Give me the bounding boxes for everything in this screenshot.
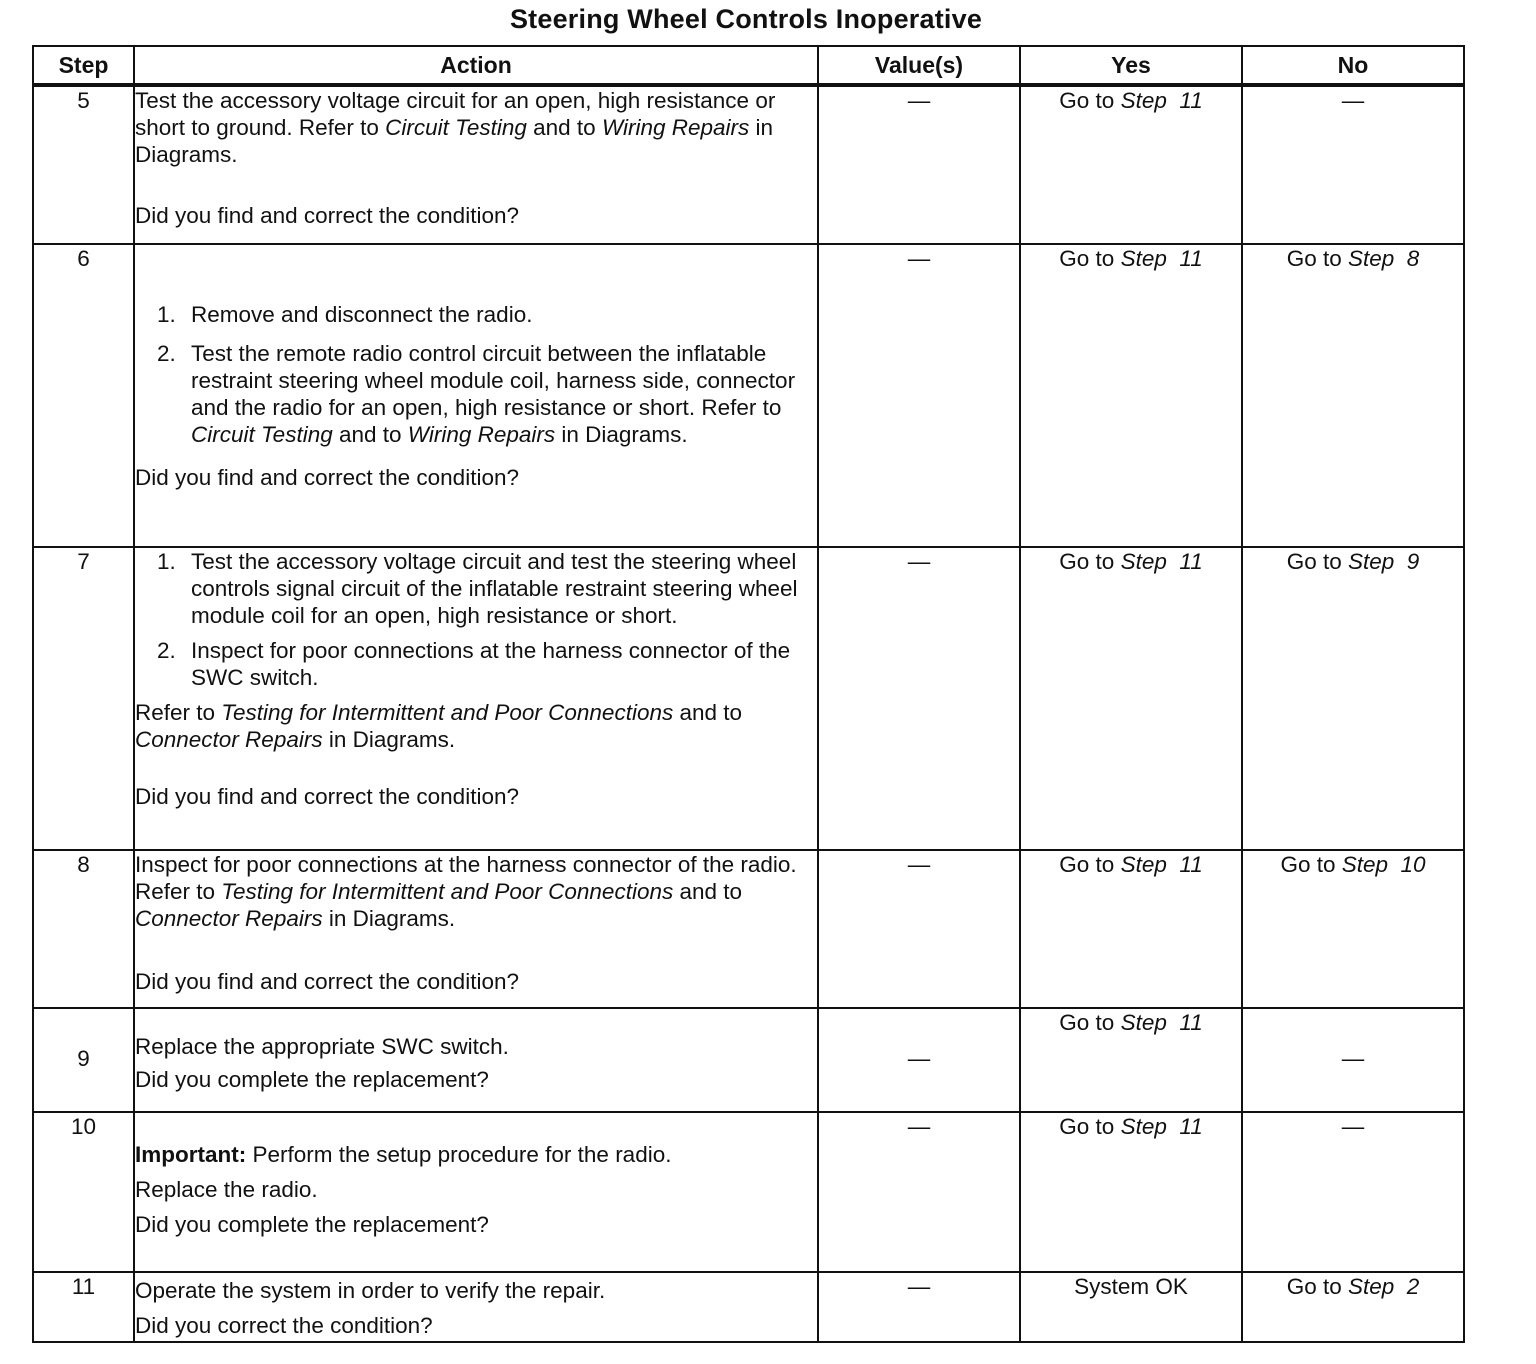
yes-cell: System OK <box>1020 1272 1242 1342</box>
action-cell <box>134 1008 818 1112</box>
value-cell: — <box>818 85 1020 244</box>
step-number: 8 <box>33 850 134 1008</box>
list-item: 2. Test the remote radio control circuit between the inflatable restraint steering wheel module coil, harness side, connector and the radio for an open, high resistance or short. Refer to Circuit Testing and to Wiring Repairs in Diagrams. <box>157 341 796 447</box>
list-item: 1. Remove and disconnect the radio. <box>157 302 533 327</box>
action-text: Test the accessory voltage circuit for an open, high resistance or short to ground. Refer to Circuit Testing and to Wiring Repairs in Diagrams. <box>135 88 776 167</box>
value-cell: — <box>818 850 1020 1008</box>
action-question: Did you find and correct the condition? <box>135 203 519 228</box>
yes-cell: Go to Step 11 <box>1020 850 1242 1008</box>
table-row-step-7 <box>33 547 1464 850</box>
action-text: Operate the system in order to verify the repair. <box>135 1278 606 1303</box>
list-item: 1. Test the accessory voltage circuit and test the steering wheel controls signal circuit of the inflatable restraint steering wheel module coil for an open, high resistance or short. <box>157 549 798 628</box>
yes-cell: Go to Step 11 <box>1020 547 1242 850</box>
action-text: Important: Perform the setup procedure for the radio. <box>135 1142 672 1167</box>
step-number: 9 <box>33 1008 134 1112</box>
action-steps <box>135 301 817 448</box>
no-cell: Go to Step 8 <box>1242 244 1464 547</box>
action-cell <box>134 244 818 547</box>
no-cell: — <box>1242 1112 1464 1272</box>
yes-cell: Go to Step 11 <box>1020 244 1242 547</box>
step-number: 10 <box>33 1112 134 1272</box>
action-cell <box>134 1112 818 1272</box>
action-cell <box>134 85 818 244</box>
table-row-step-8 <box>33 850 1464 1008</box>
value-cell: — <box>818 1112 1020 1272</box>
header-action: Action <box>134 46 818 85</box>
no-cell: — <box>1242 1008 1464 1112</box>
action-cell <box>134 1272 818 1342</box>
action-question: Did you complete the replacement? <box>135 1212 489 1237</box>
header-yes: Yes <box>1020 46 1242 85</box>
step-number: 6 <box>33 244 134 547</box>
action-question: Did you correct the condition? <box>135 1313 433 1338</box>
action-question: Did you find and correct the condition? <box>135 784 519 809</box>
action-question: Did you find and correct the condition? <box>135 969 519 994</box>
value-cell: — <box>818 547 1020 850</box>
action-cell <box>134 547 818 850</box>
step-number: 11 <box>33 1272 134 1342</box>
value-cell: — <box>818 244 1020 547</box>
step-number: 7 <box>33 547 134 850</box>
diagnostic-table <box>32 45 1465 1343</box>
header-values: Value(s) <box>818 46 1020 85</box>
yes-cell: Go to Step 11 <box>1020 1008 1242 1112</box>
no-cell: Go to Step 2 <box>1242 1272 1464 1342</box>
action-reference: Refer to Testing for Intermittent and Poor Connections and to Connector Repairs in Diagrams. <box>135 700 743 752</box>
action-cell <box>134 850 818 1008</box>
yes-cell: Go to Step 11 <box>1020 1112 1242 1272</box>
step-number: 5 <box>33 85 134 244</box>
action-question: Did you complete the replacement? <box>135 1067 489 1092</box>
table-row-step-9 <box>33 1008 1464 1112</box>
action-text: Replace the appropriate SWC switch. <box>135 1034 509 1059</box>
table-row-step-5 <box>33 85 1464 244</box>
value-cell: — <box>818 1008 1020 1112</box>
table-row-step-10 <box>33 1112 1464 1272</box>
no-cell: Go to Step 9 <box>1242 547 1464 850</box>
no-cell: Go to Step 10 <box>1242 850 1464 1008</box>
action-text-2: Replace the radio. <box>135 1177 318 1202</box>
no-cell: — <box>1242 85 1464 244</box>
header-no: No <box>1242 46 1464 85</box>
value-cell: — <box>818 1272 1020 1342</box>
action-question: Did you find and correct the condition? <box>135 465 519 490</box>
table-row-step-11 <box>33 1272 1464 1342</box>
table-row-step-6 <box>33 244 1464 547</box>
page-title: Steering Wheel Controls Inoperative <box>509 4 983 34</box>
header-row <box>33 46 1464 85</box>
header-step: Step <box>33 46 134 85</box>
action-text: Inspect for poor connections at the harness connector of the radio. Refer to Testing for Intermittent and Poor Connections and to Connector Repairs in Diagrams. <box>135 852 797 931</box>
list-item: 2. Inspect for poor connections at the harness connector of the SWC switch. <box>157 638 791 690</box>
yes-cell: Go to Step 11 <box>1020 85 1242 244</box>
action-steps <box>135 548 817 691</box>
